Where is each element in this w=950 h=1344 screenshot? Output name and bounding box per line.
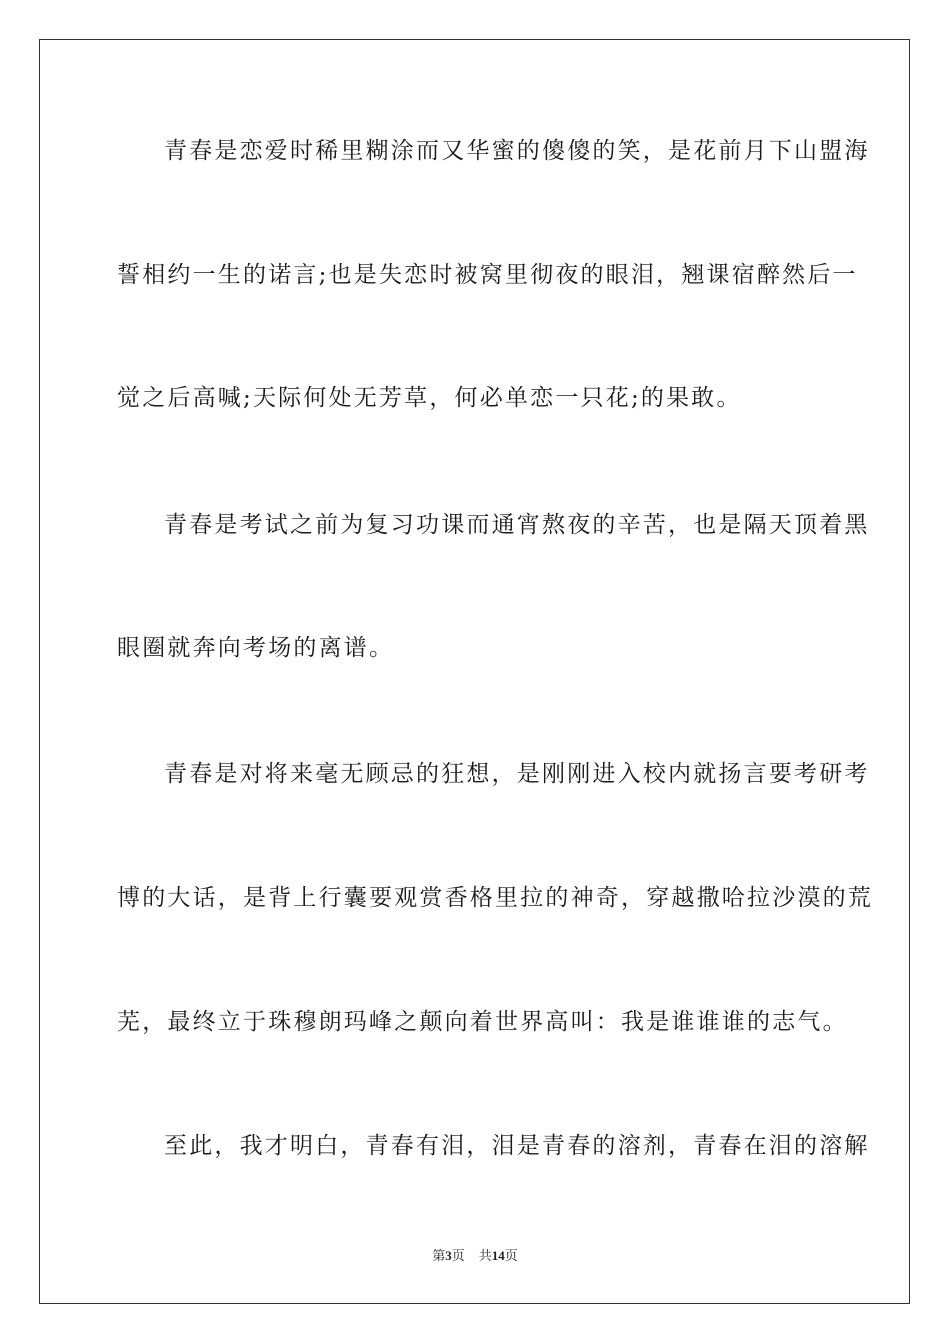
paragraph-4-line-1: 至此，我才明白，青春有泪，泪是青春的溶剂，青春在泪的溶解 [164, 1133, 870, 1159]
total-prefix: 共 [478, 1248, 492, 1263]
total-pages: 14 [491, 1248, 505, 1263]
paragraph-2-line-1: 青春是考试之前为复习功课而通宵熬夜的辛苦，也是隔天顶着黑 [164, 512, 870, 538]
page-border [39, 39, 910, 1304]
paragraph-3-line-1: 青春是对将来毫无顾忌的狂想，是刚刚进入校内就扬言要考研考 [164, 761, 870, 787]
page-number: 3 [445, 1248, 452, 1263]
page-suffix: 页 [451, 1248, 465, 1263]
paragraph-1-line-3: 觉之后高喊;天际何处无芳草，何必单恋一只花;的果敢。 [117, 385, 742, 411]
page-footer [0, 1248, 950, 1264]
total-suffix: 页 [504, 1248, 518, 1263]
paragraph-1-line-2: 誓相约一生的诺言;也是失恋时被窝里彻夜的眼泪，翘课宿醉然后一 [117, 262, 858, 288]
paragraph-1-line-1: 青春是恋爱时稀里糊涂而又华蜜的傻傻的笑，是花前月下山盟海 [164, 138, 870, 164]
paragraph-3-line-3: 芜，最终立于珠穆朗玛峰之颠向着世界高叫：我是谁谁谁的志气。 [117, 1009, 848, 1035]
paragraph-3-line-2: 博的大话，是背上行囊要观赏香格里拉的神奇，穿越撒哈拉沙漠的荒 [117, 885, 873, 911]
page-prefix: 第 [432, 1248, 446, 1263]
paragraph-2-line-2: 眼圈就奔向考场的离谱。 [117, 635, 395, 661]
